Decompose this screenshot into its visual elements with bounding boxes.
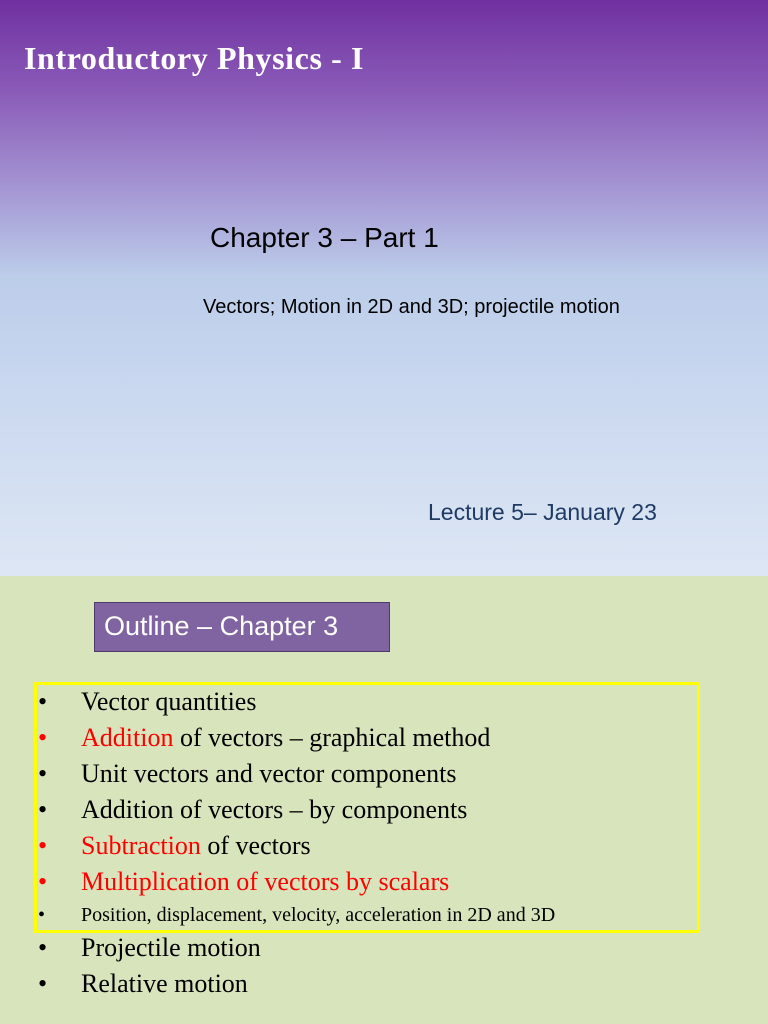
outline-item-emphasis: Addition — [81, 723, 174, 752]
outline-list — [38, 684, 555, 1002]
bullet-icon: • — [38, 831, 48, 860]
outline-item-emphasis: Multiplication of vectors by scalars — [81, 867, 450, 896]
outline-item-text: of vectors — [200, 831, 311, 860]
outline-item-text: Projectile motion — [81, 933, 261, 962]
bullet-icon: • — [38, 904, 46, 926]
bullet-icon: • — [38, 795, 48, 824]
outline-item — [38, 966, 555, 1002]
outline-item-text: of vectors – graphical method — [173, 723, 491, 752]
bullet-icon: • — [38, 687, 48, 716]
outline-title-box — [94, 602, 390, 652]
outline-item — [38, 684, 555, 720]
outline-item-text: Position, displacement, velocity, acceleration in 2D and 3D — [81, 904, 556, 926]
outline-title: Outline – Chapter 3 — [104, 611, 339, 641]
outline-item — [38, 930, 555, 966]
outline-item-text: Relative motion — [81, 969, 248, 998]
outline-item — [38, 792, 555, 828]
bullet-icon: • — [38, 867, 48, 896]
outline-slide — [0, 576, 768, 1024]
outline-item — [38, 900, 555, 930]
outline-item — [38, 720, 555, 756]
bullet-icon: • — [38, 759, 48, 788]
outline-item-text: Vector quantities — [81, 687, 257, 716]
outline-item — [38, 756, 555, 792]
outline-item — [38, 864, 555, 900]
bullet-icon: • — [38, 969, 48, 998]
chapter-title: Chapter 3 – Part 1 — [210, 222, 439, 253]
outline-item-text: Addition of vectors – by components — [81, 795, 468, 824]
bullet-icon: • — [38, 933, 48, 962]
bullet-icon: • — [38, 723, 48, 752]
course-title: Introductory Physics - I — [24, 40, 365, 76]
outline-item — [38, 828, 555, 864]
chapter-subtitle: Vectors; Motion in 2D and 3D; projectile motion — [203, 296, 620, 318]
outline-item-text: Unit vectors and vector components — [81, 759, 457, 788]
lecture-date: Lecture 5– January 23 — [428, 499, 657, 525]
outline-item-emphasis: Subtraction — [81, 831, 201, 860]
